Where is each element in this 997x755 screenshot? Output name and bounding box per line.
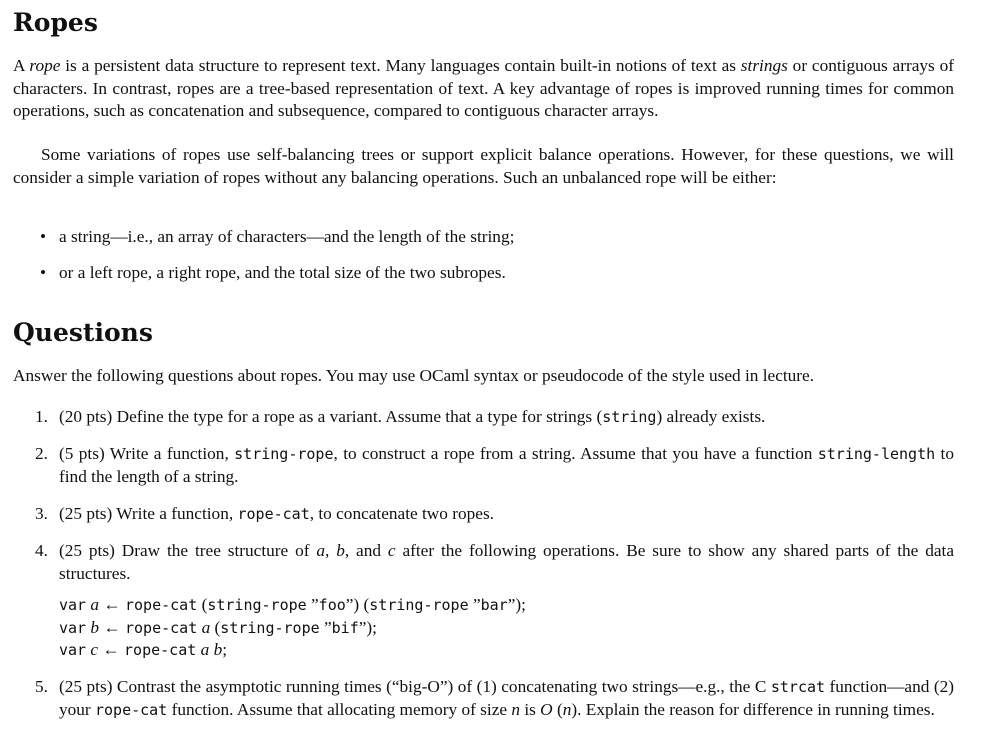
code-token: ( [197, 595, 208, 614]
math-big-o: O [540, 699, 553, 719]
code-token: ”) ( [345, 595, 370, 614]
question-2 [35, 443, 954, 488]
question-number: 4. [35, 541, 48, 560]
text-run: (25 pts) Write a function, [59, 504, 238, 523]
keyword-var: var [59, 641, 87, 659]
keyword-var: var [59, 596, 87, 614]
question-4 [35, 540, 954, 585]
math-var-n: n [511, 699, 520, 719]
math-var: b [213, 640, 223, 659]
text-run: function. Assume that allocating memory of size [167, 699, 512, 719]
bullet-text: a string—i.e., an array of characters—and the length of the string; [59, 227, 515, 246]
math-var: c [90, 640, 99, 659]
assign-arrow: ← [103, 595, 121, 614]
question-text [59, 540, 954, 585]
math-var-a: a [316, 541, 326, 560]
math-var: a [201, 617, 211, 637]
code-rope-cat: rope-cat [95, 700, 168, 719]
text-run: ). Explain the reason for difference in running times. [571, 699, 935, 719]
math-var-n: n [562, 699, 572, 719]
string-literal: bif [331, 618, 359, 637]
question-text [59, 443, 954, 488]
question-number: 2. [35, 444, 48, 463]
question-number: 3. [35, 504, 48, 523]
text-run: A [13, 56, 30, 75]
code-token: ; [222, 640, 228, 659]
code-token: ” [319, 617, 332, 637]
code-token: rope-cat [124, 641, 197, 659]
math-var: a [200, 640, 210, 659]
assign-arrow: ← [102, 640, 120, 659]
question-number: 1. [35, 407, 48, 426]
ropes-variation-paragraph: Some variations of ropes use self-balancing trees or support explicit balance operations. However, for these questions, we will consider a simple variation of ropes without any balancing operations. Such an unbalanced rope will be either: [13, 145, 954, 187]
text-run: is [520, 699, 541, 719]
code-string: string [602, 408, 657, 426]
text-run: to find the length of a string. [59, 444, 954, 486]
text-run: , to concatenate two ropes. [309, 504, 494, 523]
section-title-ropes: Ropes [13, 8, 98, 37]
math-var: b [90, 617, 100, 637]
question-1 [35, 406, 954, 429]
term-strings: strings [740, 56, 788, 75]
math-var-b: b [336, 541, 345, 560]
bullet-dot: • [40, 227, 47, 246]
code-line-1 [59, 594, 526, 617]
code-strcat: strcat [770, 678, 826, 696]
keyword-var: var [59, 618, 87, 637]
question-number: 5. [35, 677, 48, 696]
math-var: a [90, 595, 100, 614]
bullet-dot: • [40, 263, 47, 282]
code-token: string-rope [207, 596, 307, 614]
text-run: ) already exists. [656, 407, 766, 426]
code-string-length: string-length [817, 445, 936, 463]
code-token: ”); [507, 595, 526, 614]
code-token: ” [468, 595, 481, 614]
math-var-c: c [387, 541, 396, 560]
section-title-questions: Questions [13, 318, 153, 347]
code-block [59, 594, 526, 662]
text-run: (20 pts) Define the type for a rope as a variant. Assume that a type for strings ( [59, 407, 603, 426]
text-run: , [325, 541, 337, 560]
text-run: ( [552, 699, 563, 719]
question-text [59, 503, 954, 526]
text-run: after the following operations. Be sure to show any shared parts of the data structures. [59, 541, 954, 583]
question-3 [35, 503, 954, 526]
code-token: ( [210, 617, 221, 637]
code-rope-cat: rope-cat [237, 505, 310, 523]
code-token: rope-cat [125, 596, 198, 614]
text-run: (25 pts) Draw the tree structure of [59, 541, 317, 560]
code-string-rope: string-rope [234, 445, 334, 463]
code-line-3 [59, 639, 526, 662]
code-token: string-rope [220, 618, 320, 637]
code-token: rope-cat [125, 618, 198, 637]
text-run: function—and (2) your [59, 677, 954, 719]
text-run: or contiguous arrays of characters. In contrast, ropes are a tree-based representation of text. A key advantage of ropes is improved running times for common operations, such as concatenation and subsequence, compared to contiguous character arrays. [13, 56, 954, 120]
question-text [59, 406, 954, 429]
text-run: (5 pts) Write a function, [59, 444, 235, 463]
code-token: ” [306, 595, 319, 614]
question-text [59, 676, 954, 721]
text-run: (25 pts) Contrast the asymptotic running times (“big-O”) of (1) concatenating two strings—e.g., the C [59, 677, 771, 696]
ropes-intro-paragraph [13, 55, 954, 123]
text-run: , to construct a rope from a string. Assume that you have a function [333, 444, 818, 463]
text-run: , and [344, 541, 388, 560]
code-token: string-rope [369, 596, 469, 614]
code-line-2 [59, 617, 526, 640]
assign-arrow: ← [103, 617, 121, 637]
term-rope: rope [29, 56, 61, 75]
text-run: is a persistent data structure to represent text. Many languages contain built-in notions of text as [60, 56, 741, 75]
code-token: ”); [358, 617, 377, 637]
string-literal: foo [318, 596, 346, 614]
question-5 [35, 676, 954, 721]
bullet-text: or a left rope, a right rope, and the total size of the two subropes. [59, 263, 506, 282]
string-literal: bar [480, 596, 508, 614]
questions-intro: Answer the following questions about ropes. You may use OCaml syntax or pseudocode of the style used in lecture. [13, 366, 815, 385]
